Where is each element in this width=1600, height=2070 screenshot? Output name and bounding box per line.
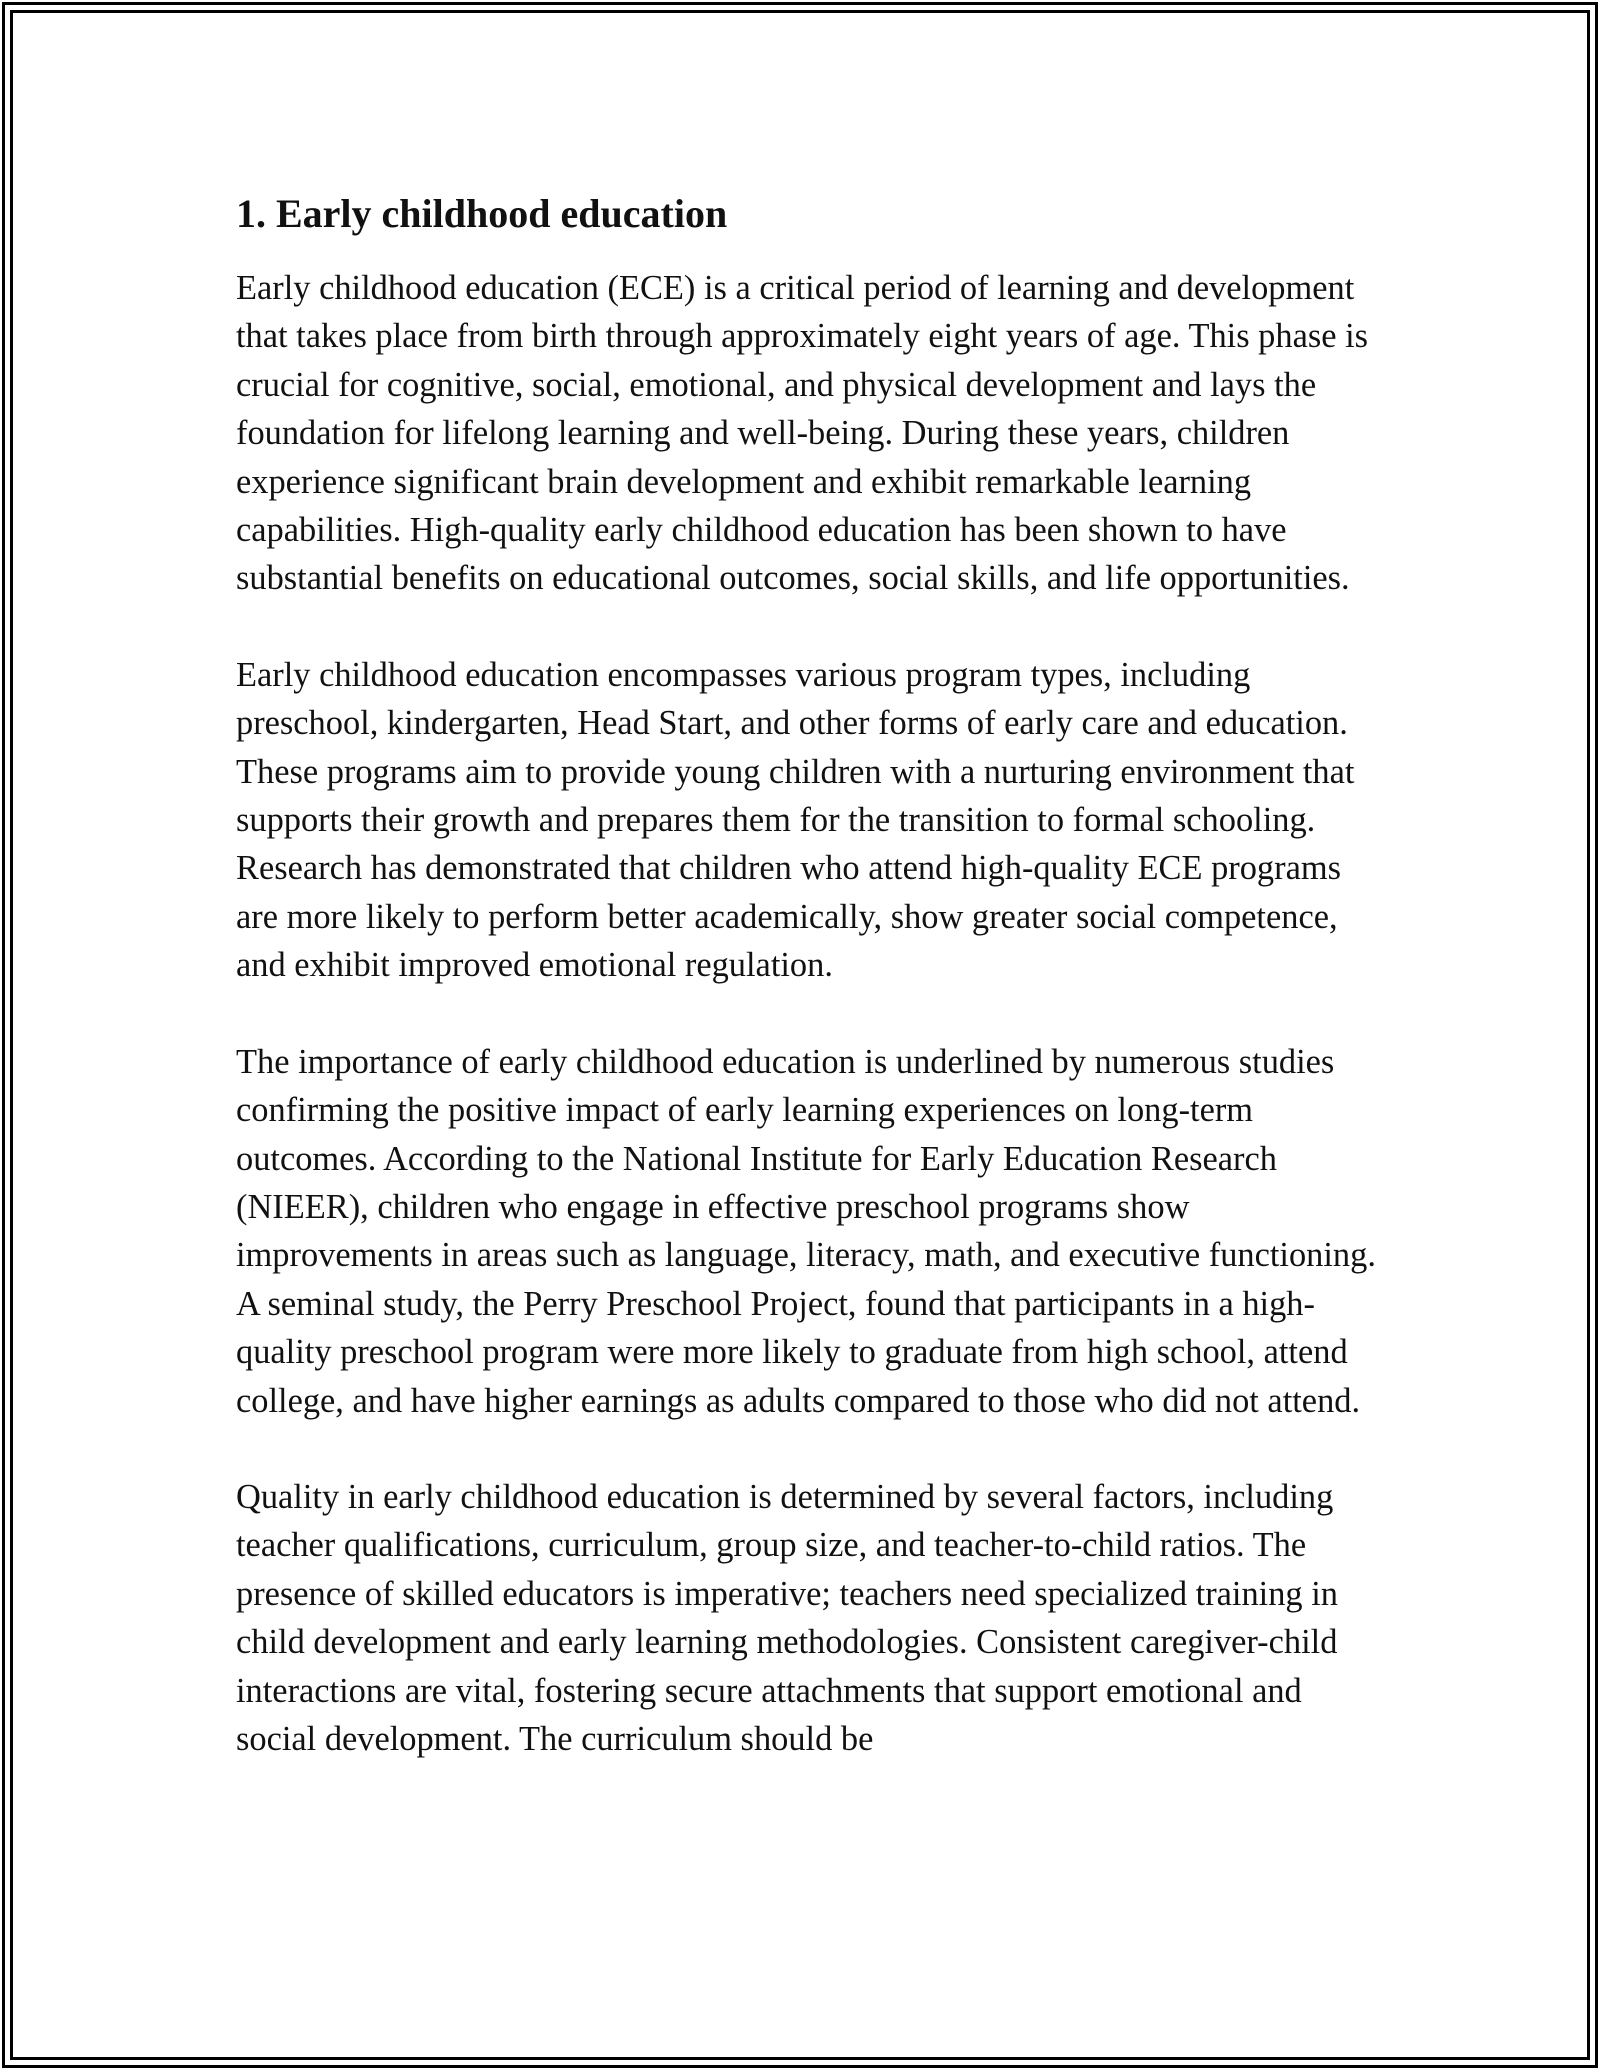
document-body (236, 188, 1376, 1811)
paragraph-3: The importance of early childhood education is underlined by numerous studies confirming the positive impact of early learning experiences on long-term outcomes. According to the National Institute for Early Education Research (NIEER), children who engage in effective preschool programs show improvements in areas such as language, literacy, math, and executive functioning. A seminal study, the Perry Preschool Project, found that participants in a high-quality preschool program were more likely to graduate from high school, attend college, and have higher earnings as adults compared to those who did not attend. (236, 1042, 1376, 1420)
section-heading: 1. Early childhood education (236, 191, 728, 236)
paragraph-4: Quality in early childhood education is determined by several factors, including teacher qualifications, curriculum, group size, and teacher-to-child ratios. The presence of skilled educators is imperative; teachers need specialized training in child development and early learning methodologies. Consistent caregiver-child interactions are vital, fostering secure attachments that support emotional and social development. The curriculum should be (236, 1477, 1338, 1758)
paragraph-1: Early childhood education (ECE) is a critical period of learning and development that takes place from birth through approximately eight years of age. This phase is crucial for cognitive, social, emotional, and physical development and lays the foundation for lifelong learning and well-being. During these years, children experience significant brain development and exhibit remarkable learning capabilities. High-quality early childhood education has been shown to have substantial benefits on educational outcomes, social skills, and life opportunities. (236, 269, 1369, 598)
paragraph-2: Early childhood education encompasses various program types, including preschool, kindergarten, Head Start, and other forms of early care and education. These programs aim to provide young children with a nurturing environment that supports their growth and prepares them for the transition to formal schooling. Research has demonstrated that children who attend high-quality ECE programs are more likely to perform better academically, show greater social competence, and exhibit improved emotional regulation. (236, 655, 1355, 985)
